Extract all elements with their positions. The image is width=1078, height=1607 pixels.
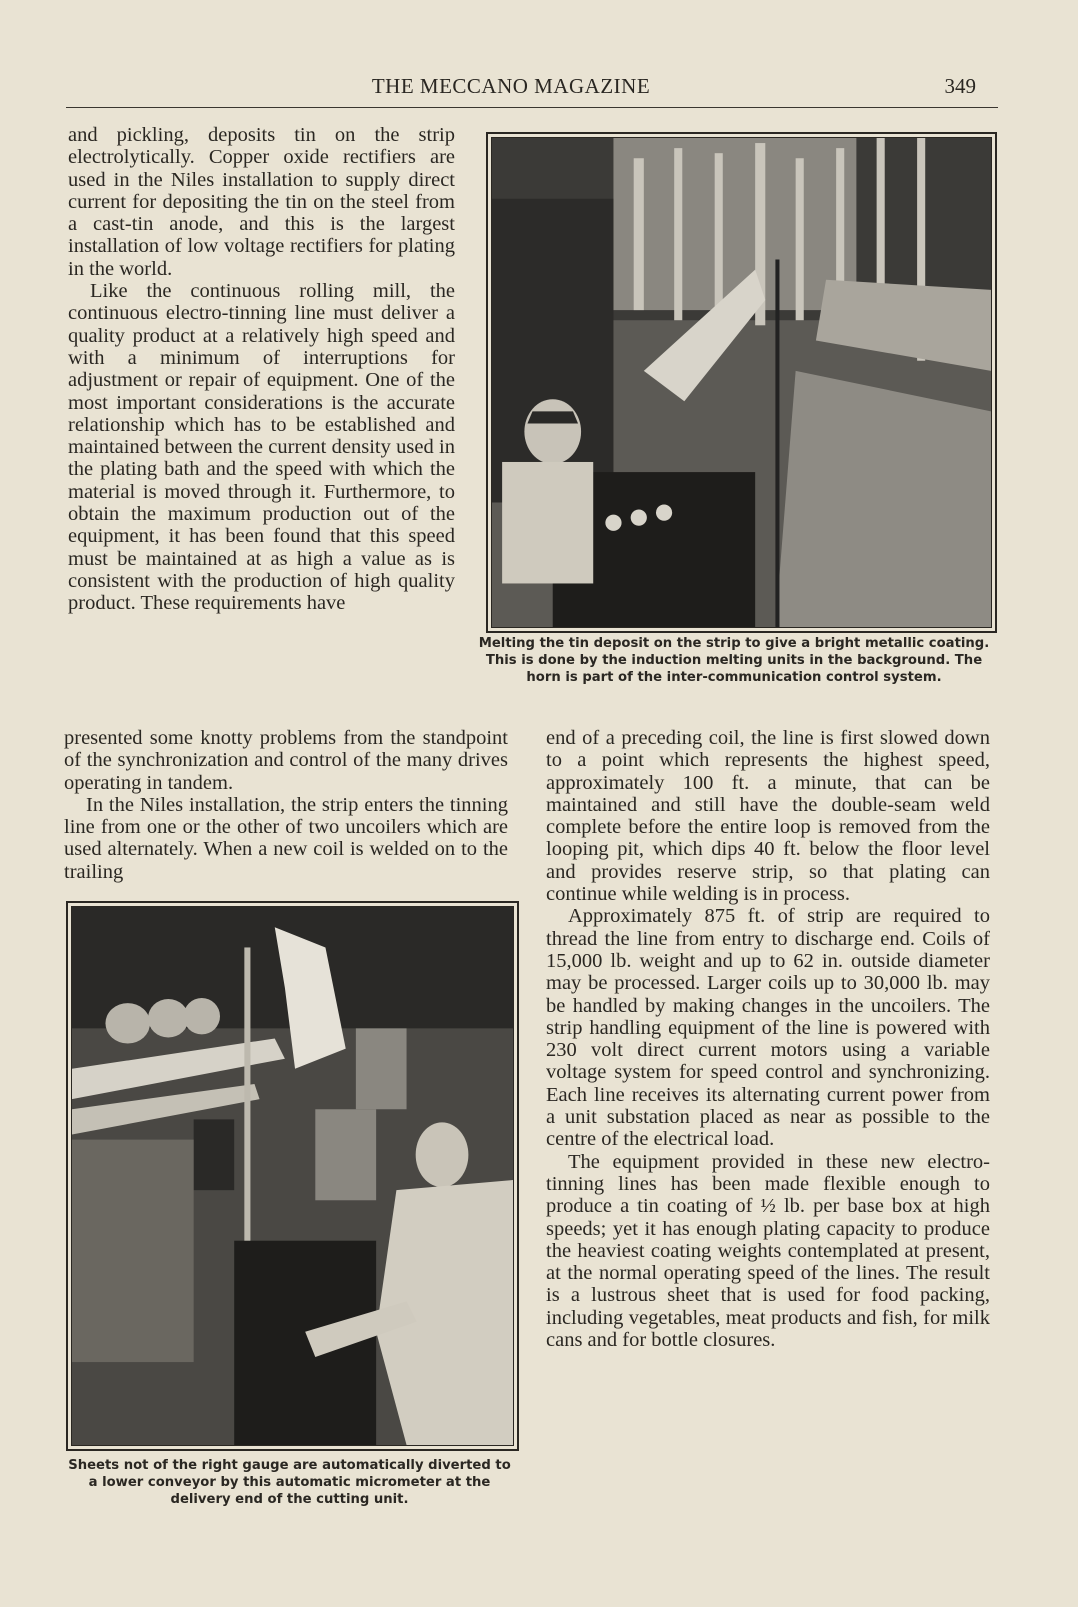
header-rule	[66, 107, 998, 108]
photo-micrometer-image	[72, 907, 513, 1445]
page-number: 349	[944, 74, 976, 98]
caption-top-photo: Melting the tin deposit on the strip to give a bright metallic coating. This is done by the induction melting units in the background. The horn is part of the inter-communication control system.	[478, 636, 990, 685]
photo-micrometer	[66, 901, 519, 1451]
photo-tin-melting	[486, 132, 997, 633]
paragraph: In the Niles installation, the strip enters the tinning line from one or the other of two uncoilers which are used alternately. When a new coil is welded on to the trailing	[64, 793, 508, 883]
paragraph: The equipment provided in these new electro-tinning lines has been made flexible enough to produce a tin coating of ½ lb. per base box at high speeds; yet it has enough plating capacity to produce the heaviest coating weights contemplated at present, at the normal operating speed of the lines. The result is a lustrous sheet that is used for food packing, including vegetables, meat products and fish, for milk cans and for bottle closures.	[546, 1150, 990, 1352]
paragraph: Approximately 875 ft. of strip are required to thread the line from entry to discharge end. Coils of 15,000 lb. weight and up to 62 in. outside diameter may be processed. Larger coils up to 30,000 lb. may be handled by making changes in the uncoilers. The strip handling equipment of the line is powered with 230 volt direct current motors using a variable voltage system for speed control and synchronizing. Each line receives its alternating current power from a unit substation placed as near as possible to the centre of the electrical load.	[546, 905, 990, 1151]
right-column	[546, 727, 990, 1351]
paragraph: Like the continuous rolling mill, the continuous electro-tinning line must deliver a quality product at a relatively high speed and with a minimum of interruptions for adjustment or repair of equipment. One of the most important considerations is the accurate relationship which has to be established and maintained between the current density used in the plating bath and the speed with which the material is moved through it. Furthermore, to obtain the maximum production out of the equipment, it has been found that this speed must be maintained at as high a value as is consistent with the production of high quality product. These requirements have	[68, 280, 455, 615]
left-column-middle	[64, 727, 508, 883]
caption-bottom-photo: Sheets not of the right gauge are automatically diverted to a lower conveyor by this automatic micrometer at the delivery end of the cutting unit.	[68, 1458, 511, 1507]
left-column-top	[68, 124, 455, 615]
magazine-title: THE MECCANO MAGAZINE	[371, 74, 651, 98]
paragraph: end of a preceding coil, the line is first slowed down to a point which represents the highest speed, approximately 100 ft. a minute, that can be maintained and still have the double-seam weld complete before the entire loop is removed from the looping pit, which dips 40 ft. below the floor level and provides reserve strip, so that plating can continue while welding is in process.	[546, 727, 990, 906]
running-header	[66, 72, 1006, 102]
photo-tin-melting-image	[492, 138, 991, 627]
paragraph: presented some knotty problems from the standpoint of the synchronization and control of the many drives operating in tandem.	[64, 727, 508, 794]
paragraph: and pickling, deposits tin on the strip electrolytically. Copper oxide rectifiers are used in the Niles installation to supply direct current for depositing the tin on the steel from a cast-tin anode, and this is the largest installation of low voltage rectifiers for plating in the world.	[68, 124, 455, 280]
